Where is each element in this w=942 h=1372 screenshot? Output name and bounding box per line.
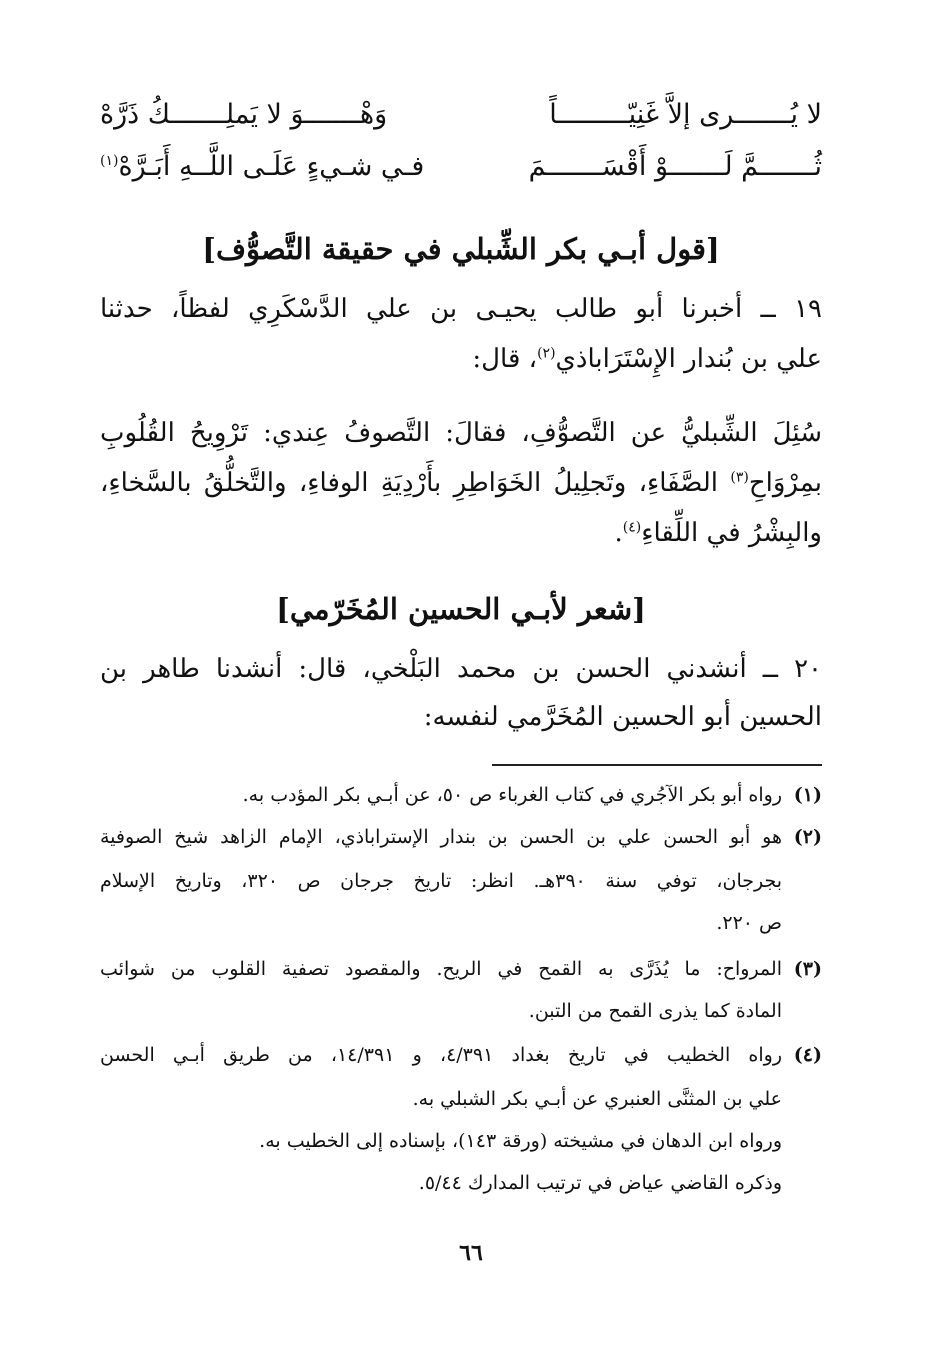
footnote-1-number: (١) — [793, 784, 822, 806]
para-20-line-1: ٢٠ ــ أنشدني الحسن بن محمد البَلْخي، قال: أنشدنا طاهر بن — [100, 654, 822, 684]
footnote-4-line-1: رواه الخطيب في تاريخ بغداد ٤/٣٩١، و ١٤/٣٩١، من طريق أبـي الحسن — [100, 1044, 783, 1066]
quote-line-3-end: . — [614, 518, 623, 548]
footnote-2-line-2: بجرجان، توفي سنة ٣٩٠هـ. انظر: تاريخ جرجان ص ٣٢٠، وتاريخ الإسلام — [100, 870, 783, 892]
section-heading-mukharrimi: [شعر لأبـي الحسين المُخَرّمي] — [276, 592, 646, 626]
verse-2-first-hemistich: ثُـــــــمَّ لَـــــــوْ أَقْسَـــــــمَ — [528, 150, 822, 182]
footnote-1-line-1: رواه أبو بكر الآجُري في كتاب الغرباء ص ٥٠، عن أبـي بكر المؤدب به. — [242, 784, 782, 806]
footnote-4-line-4: وذكره القاضي عياض في ترتيب المدارك ٥/٤٤. — [418, 1172, 782, 1194]
footnote-4-number: (٤) — [793, 1044, 822, 1066]
footnote-separator — [492, 764, 822, 766]
footnote-2-line-1: هو أبو الحسن علي بن الحسن بن بندار الإستراباذي، الإمام الزاهد شيخ الصوفية — [100, 826, 782, 848]
footnote-2-number: (٢) — [793, 826, 822, 848]
quote-line-3-text: والبِشْرُ في اللِّقاءِ — [641, 518, 822, 548]
verse-1-first-hemistich: لا يُـــــــرى إلاَّ غَنِيّـــــــــاً — [549, 98, 822, 130]
page-number: ٦٦ — [459, 1240, 483, 1266]
poem-verse-2 — [100, 144, 822, 188]
footnote-3-line-2: المادة كما يذرى القمح من التبن. — [528, 1000, 782, 1022]
para-20-line-2: الحسين أبو الحسين المُخَرَّمي لنفسه: — [423, 702, 822, 732]
poem-verse-1 — [100, 92, 822, 136]
para-19-line-2 — [472, 344, 822, 374]
verse-2-second-text: فـي شـيءٍ عَلَـى اللَّــهِ أَبَـرَّهْ — [118, 150, 425, 182]
quote-line-2-start: بمِرْوَاحِ — [748, 468, 822, 498]
footnote-ref-3: (٣) — [730, 469, 749, 486]
para-19-line-2-text: علي بن بُندار الإِسْتَرَاباذي — [555, 344, 822, 374]
footnote-ref-1: (١) — [100, 152, 119, 169]
footnote-4-line-3: ورواه ابن الدهان في مشيخته (ورقة ١٤٣)، بإسناده إلى الخطيب به. — [259, 1130, 782, 1152]
para-19-line-1: ١٩ ــ أخبرنا أبو طالب يحيـى بن علي الدَّسْكَرِي لفظاً، حدثنا — [100, 294, 822, 324]
footnote-4-line-2: علي بن المثنَّى العنبري عن أبـي بكر الشبلي به. — [412, 1088, 782, 1110]
quote-line-2-text: الصَّفَاءِ، وتَجلِيلُ الخَوَاطِرِ بأَرْدِيَةِ الوفاءِ، والتَّخلُّقُ بالسَّخاءِ، — [100, 468, 731, 498]
verse-2-second-hemistich — [100, 151, 424, 182]
para-19-line-2-end: ، قال: — [472, 344, 538, 374]
quote-line-2 — [100, 468, 822, 498]
footnote-3-number: (٣) — [793, 958, 822, 980]
verse-1-second-hemistich: وَهْـــــــوَ لا يَملِـــــــكُ ذَرَّهْ — [100, 98, 388, 130]
footnote-2-line-3: ص ٢٢٠. — [716, 912, 782, 934]
quote-line-1: سُئِلَ الشِّبليُّ عن التَّصوُّفِ، فقالَ: التَّصوفُ عِندي: تَرْوِيحُ القُلُوبِ — [100, 418, 822, 448]
footnote-ref-2: (٢) — [537, 345, 556, 362]
quote-line-3 — [614, 518, 822, 548]
footnote-ref-4: (٤) — [622, 519, 642, 536]
section-heading-shibli: [قول أبـي بكر الشِّبلي في حقيقة التَّصوُّف] — [202, 232, 720, 266]
footnote-3-line-1: المرواح: ما يُذَرَّى به القمح في الريح. والمقصود تصفية القلوب من شوائب — [100, 958, 782, 980]
